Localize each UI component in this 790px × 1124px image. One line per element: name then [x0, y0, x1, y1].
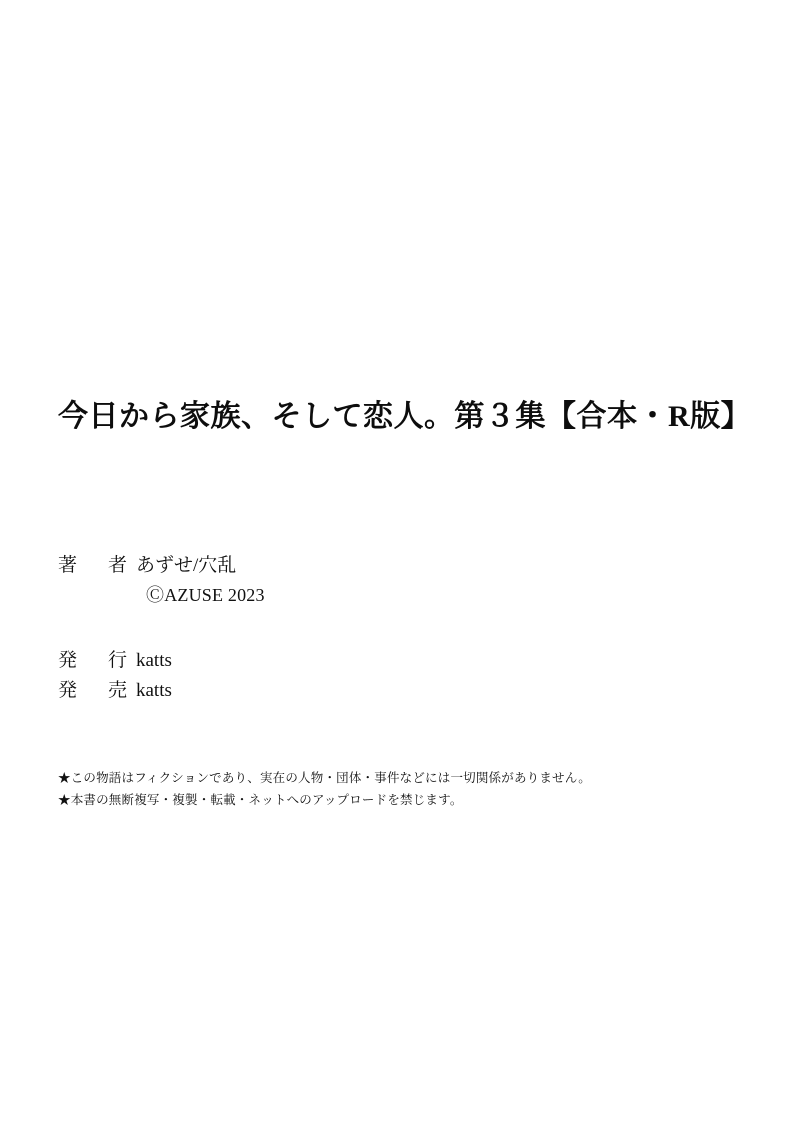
legal-notices [58, 768, 591, 812]
publish-label: 発 行 [58, 650, 134, 671]
publish-value: katts [136, 650, 172, 671]
publisher-block [58, 646, 172, 706]
author-label: 著 者 [58, 555, 134, 576]
sale-value: katts [136, 680, 172, 702]
copyright-notice: ⒸAZUSE 2023 [146, 584, 265, 605]
page-title: 今日から家族、そして恋人。第３集【合本・R版】 [58, 400, 752, 434]
author-row [58, 552, 265, 580]
sale-row [58, 676, 172, 706]
notice-copyright: ★本書の無断複写・複製・転載・ネットへのアップロードを禁じます。 [58, 792, 463, 807]
publish-row [58, 646, 172, 676]
author-value: あずせ/穴乱 [136, 555, 237, 576]
notice-fiction: ★この物語はフィクションであり、実在の人物・団体・事件などには一切関係がありません。 [58, 771, 591, 785]
sale-label: 発 売 [58, 680, 134, 702]
credits-block [58, 552, 265, 608]
